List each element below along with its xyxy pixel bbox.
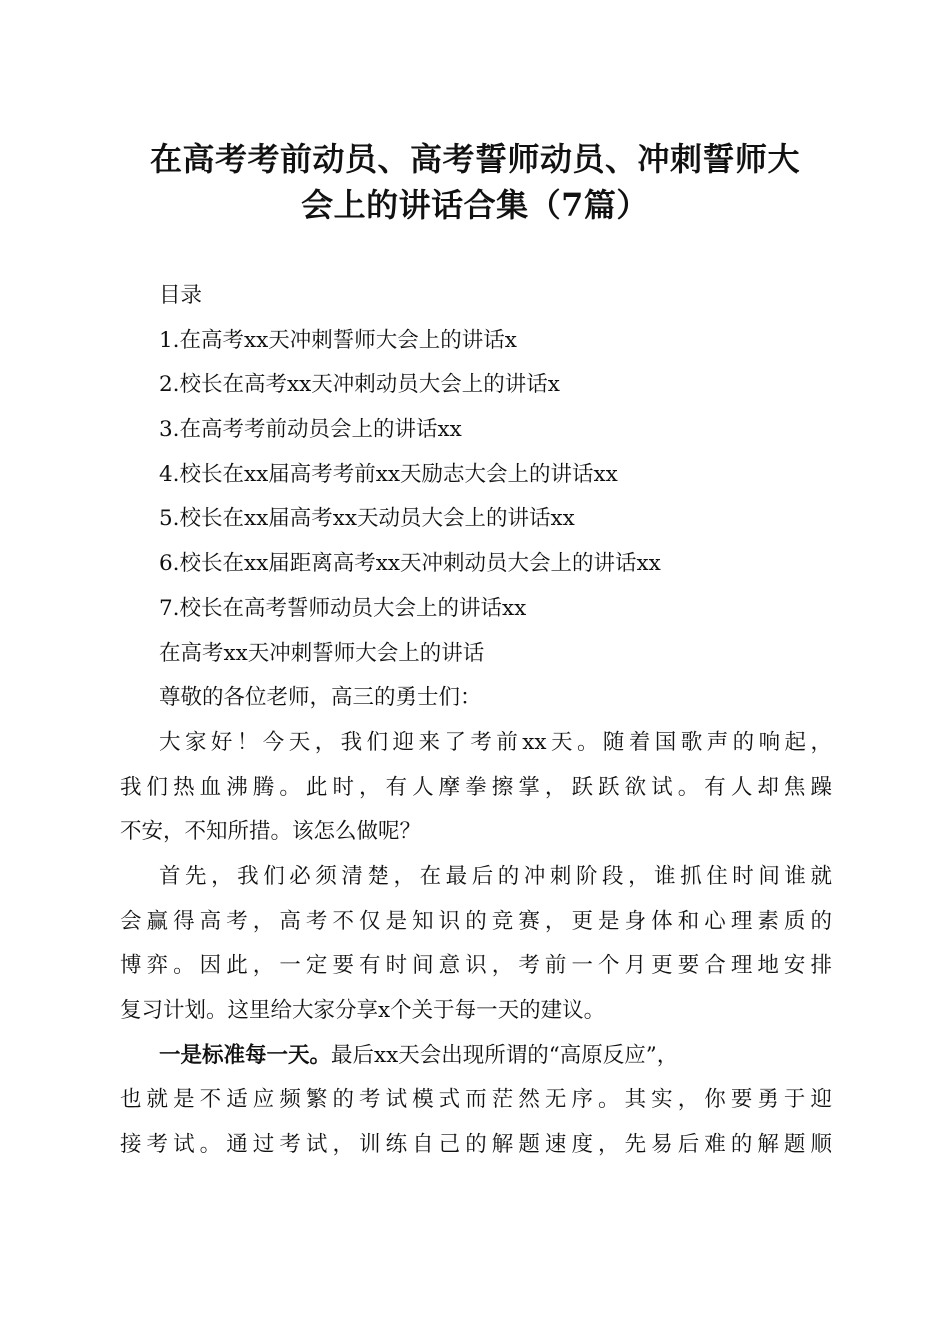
toc-item-4: 4.校长在xx届高考考前xx天励志大会上的讲话xx <box>159 461 618 487</box>
toc-item-7: 7.校长在高考誓师动员大会上的讲话xx <box>159 595 527 621</box>
paragraph-1-line-2: 我们热血沸腾。此时，有人摩拳擦掌，跃跃欲试。有人却焦躁 <box>120 774 832 800</box>
paragraph-2-line-3: 博弈。因此，一定要有时间意识，考前一个月更要合理地安排 <box>120 953 832 979</box>
paragraph-2-line-2: 会赢得高考，高考不仅是知识的竞赛，更是身体和心理素质的 <box>120 908 832 934</box>
toc-item-6: 6.校长在xx届距离高考xx天冲刺动员大会上的讲话xx <box>159 551 661 577</box>
toc-heading: 目录 <box>159 283 203 308</box>
document-body <box>120 274 832 1168</box>
toc-item-2: 2.校长在高考xx天冲刺动员大会上的讲话x <box>159 372 560 398</box>
paragraph-1-line-3: 不安，不知所措。该怎么做呢？ <box>120 819 422 845</box>
title-line-1: 在高考考前动员、高考誓师动员、冲刺誓师大 <box>149 140 800 178</box>
toc-item-3: 3.在高考考前动员会上的讲话xx <box>159 417 462 443</box>
speech-heading: 在高考xx天冲刺誓师大会上的讲话 <box>159 640 485 666</box>
toc-item-1: 1.在高考xx天冲刺誓师大会上的讲话x <box>159 327 517 353</box>
speech-salutation: 尊敬的各位老师，高三的勇士们： <box>159 685 482 711</box>
paragraph-3-line-1-rest: 最后xx天会出现所谓的“高原反应”， <box>331 1042 679 1068</box>
paragraph-3-line-1 <box>120 1034 832 1079</box>
title-line-2: 会上的讲话合集（7篇） <box>301 186 649 224</box>
paragraph-3-lead: 一是标准每一天。 <box>159 1042 332 1068</box>
toc-item-5: 5.校长在xx届高考xx天动员大会上的讲话xx <box>159 506 575 532</box>
paragraph-3-line-3: 接考试。通过考试，训练自己的解题速度，先易后难的解题顺 <box>120 1132 832 1158</box>
document-title <box>100 136 850 228</box>
paragraph-2-line-1: 首先，我们必须清楚，在最后的冲刺阶段，谁抓住时间谁就 <box>159 863 832 889</box>
paragraph-2-line-4: 复习计划。这里给大家分享x个关于每一天的建议。 <box>120 998 606 1023</box>
paragraph-3-line-2: 也就是不适应频繁的考试模式而茫然无序。其实，你要勇于迎 <box>120 1087 832 1113</box>
paragraph-1-line-1: 大家好！今天，我们迎来了考前xx天。随着国歌声的响起， <box>159 729 832 755</box>
